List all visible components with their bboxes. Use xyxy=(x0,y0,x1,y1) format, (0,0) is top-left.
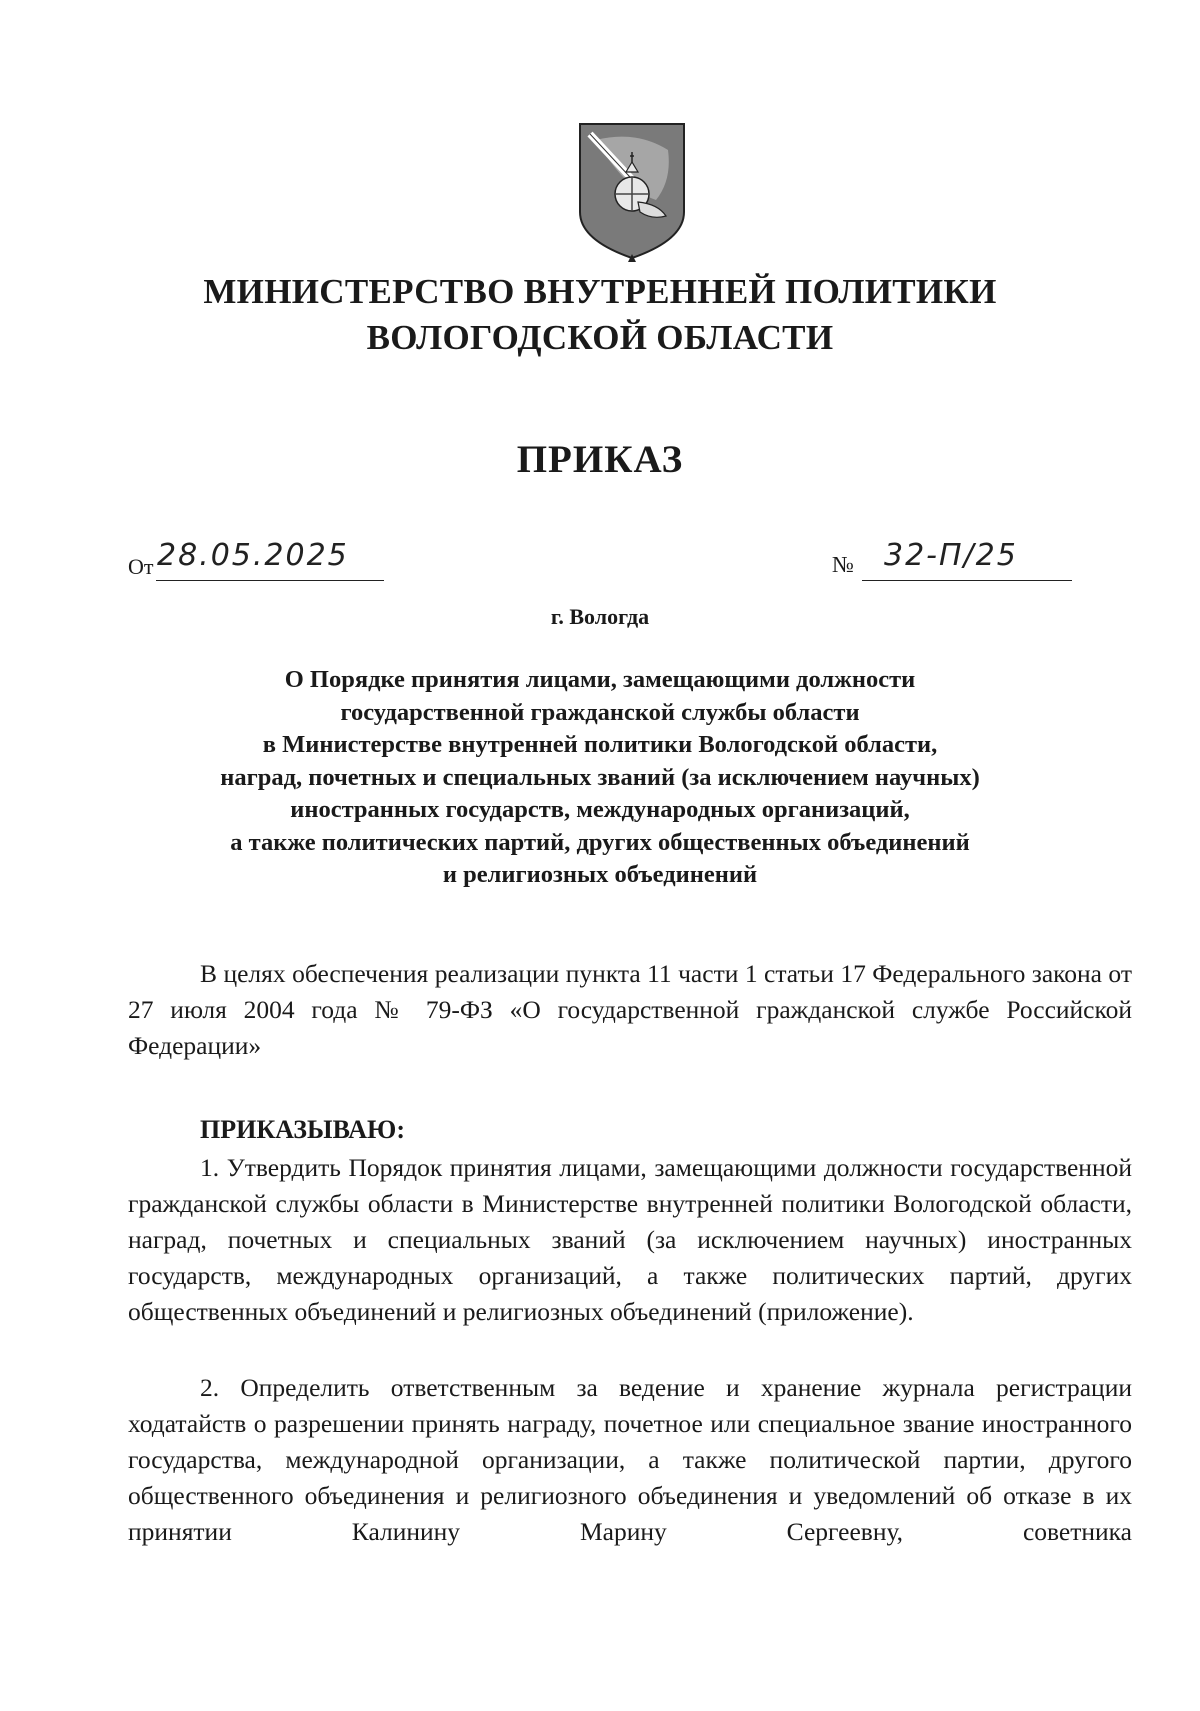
date-underline xyxy=(156,580,384,581)
subject-line: в Министерстве внутренней политики Вологодской области, xyxy=(262,731,938,758)
decree-item-2: 2. Определить ответственным за ведение и хранение журнала регистрации ходатайств о разрешении принять награду, почетное или специальное звание иностранного государства, международной организации, а также политической партии, другого общественного объединения и религиозного объединения и уведомлений об отказе в их принятии Калинину Марину Сергеевну, советника xyxy=(128,1373,1132,1546)
date-label: От xyxy=(128,554,154,579)
decree-item-1: 1. Утвердить Порядок принятия лицами, замещающими должности государственной гражданской службы области в Министерстве внутренней политики Вологодской области, наград, почетных и специальных званий (за исключением научных) иностранных государств, международных организаций, а также политических партий, других общественных объединений и религиозных объединений (приложение). xyxy=(128,1153,1132,1326)
number-label: № xyxy=(832,552,854,577)
order-number: 32-П/25 xyxy=(884,538,1018,573)
document-title: ПРИКАЗ xyxy=(516,438,684,481)
number-underline xyxy=(862,580,1072,581)
coat-of-arms-icon xyxy=(576,120,688,262)
subject-line: иностранных государств, международных организаций, xyxy=(290,796,910,823)
subject-line: О Порядке принятия лицами, замещающими должности xyxy=(284,666,916,693)
ministry-name-line2: ВОЛОГОДСКОЙ ОБЛАСТИ xyxy=(366,318,834,357)
city: г. Вологда xyxy=(550,604,650,629)
order-date: 28.05.2025 xyxy=(157,538,349,573)
order-date-number-row xyxy=(0,540,1200,586)
subject-line: и религиозных объединений xyxy=(442,861,758,888)
order-subject xyxy=(0,664,1200,892)
ministry-name-line1: МИНИСТЕРСТВО ВНУТРЕННЕЙ ПОЛИТИКИ xyxy=(203,272,997,311)
decree-label: ПРИКАЗЫВАЮ: xyxy=(200,1115,405,1144)
subject-line: наград, почетных и специальных званий (за исключением научных) xyxy=(220,763,980,791)
subject-line: государственной гражданской службы области xyxy=(340,698,860,726)
preamble-paragraph: В целях обеспечения реализации пункта 11 части 1 статьи 17 Федерального закона от 27 июля 2004 года № 79-ФЗ «О государственной гражданской службе Российской Федерации» xyxy=(128,959,1132,1060)
subject-line: а также политических партий, других общественных объединений xyxy=(230,828,970,856)
